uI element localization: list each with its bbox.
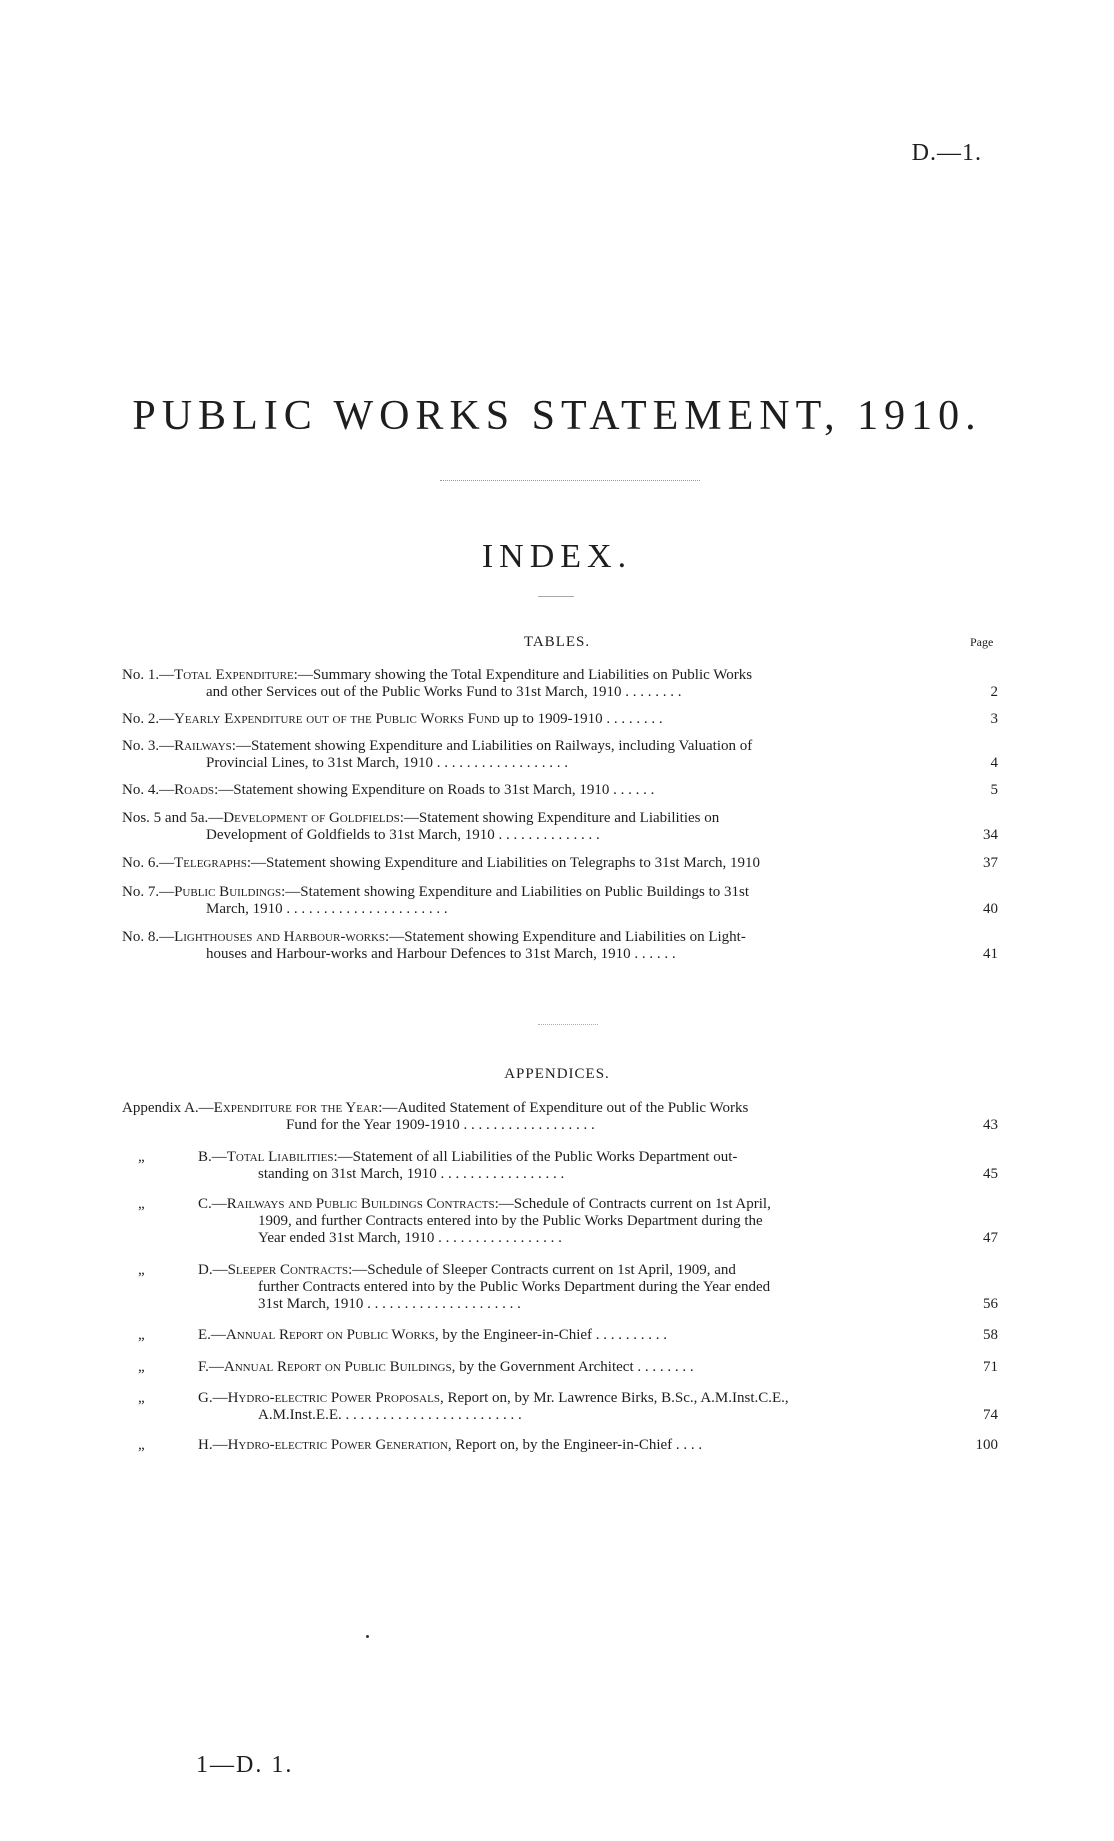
appendix-text-continued: standing on 31st March, 1910 . . . . . . . . . . . . . . . . . <box>258 1166 565 1182</box>
appendix-page: 71 <box>983 1359 998 1375</box>
appendix-text-continued: A.M.Inst.E.E. . . . . . . . . . . . . . . . . . . . . . . . . <box>258 1407 522 1423</box>
entry-number: No. 8.— <box>122 929 175 945</box>
entry-page: 5 <box>990 782 998 798</box>
appendix-page: 47 <box>983 1230 998 1246</box>
appendix-page: 74 <box>983 1407 998 1423</box>
entry-number: No. 1.— <box>122 667 175 683</box>
page-title: PUBLIC WORKS STATEMENT, 1910. <box>132 393 982 439</box>
appendix-caption: Total Liabilities <box>226 1149 334 1165</box>
table-entry-3[interactable] <box>122 738 998 772</box>
table-entry-8[interactable] <box>122 929 998 963</box>
section-divider <box>538 1024 598 1025</box>
entry-number: No. 2.— <box>122 711 175 727</box>
appendix-caption: Annual Report on Public Buildings <box>223 1359 452 1375</box>
appendix-entry-b[interactable] <box>122 1149 998 1183</box>
appendix-letter: C.— <box>198 1196 227 1212</box>
entry-text-continued: and other Services out of the Public Works Fund to 31st March, 1910 . . . . . . . . <box>206 684 682 700</box>
table-entry-7[interactable] <box>122 884 998 918</box>
appendix-caption: Hydro-electric Power Proposals <box>227 1390 440 1406</box>
entry-text: :—Statement showing Expenditure and Liabilities on <box>399 810 720 826</box>
appendix-entry-c[interactable] <box>122 1196 998 1247</box>
appendix-text-continued: 31st March, 1910 . . . . . . . . . . . . . . . . . . . . . <box>258 1296 521 1312</box>
ditto-mark: „ <box>138 1437 145 1453</box>
table-entry-2[interactable] <box>122 711 998 728</box>
entry-text: :—Statement showing Expenditure on Roads to 31st March, 1910 . . . . . . <box>214 782 655 798</box>
appendix-caption: Hydro-electric Power Generation <box>227 1437 448 1453</box>
entry-number: No. 3.— <box>122 738 175 754</box>
appendix-text-continued: Fund for the Year 1909-1910 . . . . . . . . . . . . . . . . . . <box>286 1117 595 1133</box>
appendix-letter: D.— <box>198 1262 228 1278</box>
entry-caption: Total Expenditure <box>174 667 294 683</box>
entry-caption: Yearly Expenditure out of the Public Works Fund <box>174 711 500 727</box>
page-column-label: Page <box>970 635 994 649</box>
ditto-mark: „ <box>138 1327 145 1343</box>
entry-number: No. 6.— <box>122 855 175 871</box>
entry-caption: Railways <box>174 738 232 754</box>
appendix-entry-a[interactable] <box>122 1100 998 1134</box>
appendix-text: , by the Engineer-in-Chief . . . . . . . . . . <box>434 1327 668 1343</box>
appendix-text: :—Schedule of Sleeper Contracts current on 1st April, 1909, and <box>348 1262 736 1278</box>
appendix-text-continued: 1909, and further Contracts entered into by the Public Works Department during the <box>258 1213 763 1229</box>
appendix-caption: Annual Report on Public Works <box>225 1327 435 1343</box>
entry-page: 37 <box>983 855 998 871</box>
appendix-page: 45 <box>983 1166 998 1182</box>
entry-number: Nos. 5 and 5a.— <box>122 810 224 826</box>
appendix-letter: E.— <box>198 1327 226 1343</box>
table-entry-5[interactable] <box>122 810 998 844</box>
entry-caption: Public Buildings <box>174 884 282 900</box>
index-divider <box>538 596 574 597</box>
appendix-entry-d[interactable] <box>122 1262 998 1313</box>
tables-heading: TABLES. <box>523 634 591 650</box>
index-heading: INDEX. <box>481 538 633 575</box>
appendix-text: , Report on, by the Engineer-in-Chief . . . . <box>447 1437 703 1453</box>
entry-page: 40 <box>983 901 998 917</box>
appendix-page: 100 <box>975 1437 998 1453</box>
appendix-page: 43 <box>983 1117 998 1133</box>
appendix-entry-e[interactable] <box>122 1327 998 1344</box>
appendix-page: 58 <box>983 1327 998 1343</box>
ditto-mark: „ <box>138 1149 145 1165</box>
entry-text-continued: Development of Goldfields to 31st March, 1910 . . . . . . . . . . . . . . <box>206 827 600 843</box>
appendix-page: 56 <box>983 1296 998 1312</box>
appendix-text: , by the Government Architect . . . . . . . . <box>451 1359 694 1375</box>
entry-text: :—Summary showing the Total Expenditure and Liabilities on Public Works <box>293 667 753 683</box>
entry-page: 3 <box>990 711 998 727</box>
appendices-heading: APPENDICES. <box>504 1066 610 1082</box>
appendix-text: :—Statement of all Liabilities of the Public Works Department out- <box>333 1149 738 1165</box>
appendix-entry-f[interactable] <box>122 1359 998 1376</box>
appendix-letter: F.— <box>198 1359 224 1375</box>
appendix-entry-h[interactable] <box>122 1437 998 1454</box>
appendix-letter: G.— <box>198 1390 228 1406</box>
table-entry-4[interactable] <box>122 782 998 799</box>
entry-text: :—Statement showing Expenditure and Liabilities on Telegraphs to 31st March, 1910 <box>246 855 760 871</box>
appendix-text: :—Schedule of Contracts current on 1st April, <box>494 1196 771 1212</box>
entry-caption: Development of Goldfields <box>223 810 400 826</box>
table-entry-1[interactable] <box>122 667 998 701</box>
entry-text-continued: houses and Harbour-works and Harbour Defences to 31st March, 1910 . . . . . . <box>206 946 676 962</box>
appendix-caption: Expenditure for the Year <box>213 1100 379 1116</box>
appendix-text-continued: Year ended 31st March, 1910 . . . . . . . . . . . . . . . . . <box>258 1230 562 1246</box>
entry-text: :—Statement showing Expenditure and Liabilities on Public Buildings to 31st <box>281 884 750 900</box>
entry-text: :—Statement showing Expenditure and Liabilities on Light- <box>385 929 746 945</box>
ditto-mark: „ <box>138 1262 145 1278</box>
entry-number: No. 7.— <box>122 884 175 900</box>
appendix-text: :—Audited Statement of Expenditure out of the Public Works <box>378 1100 749 1116</box>
ditto-mark: „ <box>138 1390 145 1406</box>
appendix-prefix: Appendix A.— <box>122 1100 214 1116</box>
appendix-caption: Sleeper Contracts <box>227 1262 349 1278</box>
table-entry-6[interactable] <box>122 855 998 872</box>
appendix-text-continued: further Contracts entered into by the Public Works Department during the Year ended <box>258 1279 771 1295</box>
entry-text-continued: Provincial Lines, to 31st March, 1910 . . . . . . . . . . . . . . . . . . <box>206 755 569 771</box>
document-reference: D.—1. <box>911 140 982 166</box>
appendix-letter: B.— <box>198 1149 227 1165</box>
entry-page: 4 <box>990 755 998 771</box>
entry-caption: Roads <box>174 782 215 798</box>
appendix-caption: Railways and Public Buildings Contracts <box>226 1196 495 1212</box>
entry-caption: Telegraphs <box>174 855 247 871</box>
entry-text: up to 1909-1910 . . . . . . . . <box>503 711 663 727</box>
title-divider <box>440 480 700 481</box>
entry-page: 41 <box>983 946 998 962</box>
appendix-letter: H.— <box>198 1437 228 1453</box>
ditto-mark: „ <box>138 1196 145 1212</box>
entry-number: No. 4.— <box>122 782 175 798</box>
appendix-entry-g[interactable] <box>122 1390 998 1424</box>
stray-mark <box>366 1635 369 1638</box>
ditto-mark: „ <box>138 1359 145 1375</box>
page-footer: 1—D. 1. <box>196 1752 294 1778</box>
entry-page: 2 <box>990 684 998 700</box>
entry-page: 34 <box>983 827 998 843</box>
entry-text-continued: March, 1910 . . . . . . . . . . . . . . . . . . . . . . <box>206 901 448 917</box>
entry-caption: Lighthouses and Harbour-works <box>174 929 386 945</box>
entry-text: :—Statement showing Expenditure and Liabilities on Railways, including Valuation of <box>231 738 753 754</box>
appendix-text: , Report on, by Mr. Lawrence Birks, B.Sc., A.M.Inst.C.E., <box>439 1390 789 1406</box>
